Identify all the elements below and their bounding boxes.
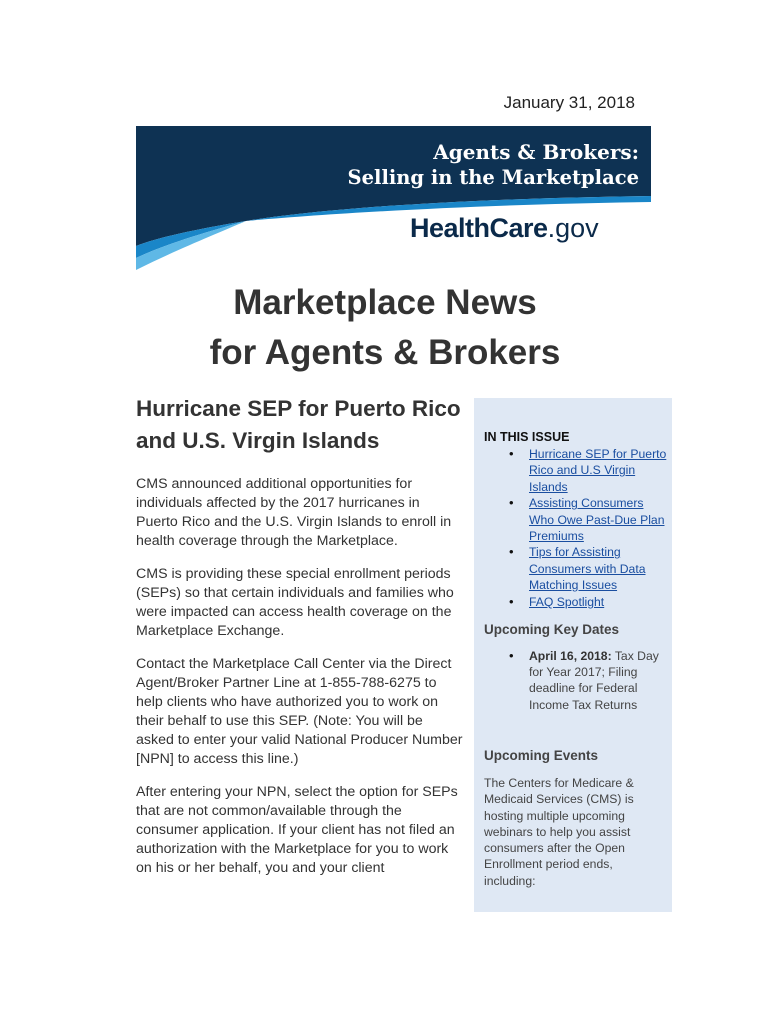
logo-healthcare-text: HealthCare [410,213,548,243]
list-item [484,446,669,495]
link-data-matching[interactable]: Tips for Assisting Consumers with Data Matching Issues [529,545,646,593]
link-faq-spotlight[interactable]: FAQ Spotlight [529,594,605,609]
sidebar-panel [474,398,672,912]
article-paragraph: Contact the Marketplace Call Center via the Direct Agent/Broker Partner Line at 1-855-788-6275 to help clients who have authorized you to work on their behalf to use this SEP. (Note: You will be asked to enter your valid National Producer Number [NPN] to access this line.) [136,656,463,767]
banner-title-line2: Selling in the Marketplace [347,166,639,189]
logo-gov-text: gov [555,213,599,243]
newsletter-banner [136,126,651,270]
article-paragraph: CMS is providing these special enrollment periods (SEPs) so that certain individuals and families who were impacted can access health coverage on the Marketplace Exchange. [136,566,454,639]
key-date-text: Tax Day for Year 2017; Filing deadline for Federal Income Tax Returns [529,649,659,712]
in-this-issue-heading: IN THIS ISSUE [484,430,570,444]
article-paragraph: CMS announced additional opportunities for individuals affected by the 2017 hurricanes in Puerto Rico and the U.S. Virgin Islands to enroll in health coverage through the Marketplace. [136,476,452,549]
banner-title-line1: Agents & Brokers: [433,140,639,164]
events-description: The Centers for Medicare & Medicaid Services (CMS) is hosting multiple upcoming webinars to help you assist consumers after the Open Enrollment period ends, including: [484,776,634,888]
events-heading: Upcoming Events [484,748,599,763]
key-dates-heading: Upcoming Key Dates [484,622,620,637]
article-hurricane-sep [136,393,464,892]
page-title [0,278,770,378]
logo-dot: . [547,213,556,243]
key-dates-list [484,648,669,713]
list-item [484,648,669,713]
issue-date: January 31, 2018 [503,93,635,112]
link-hurricane-sep[interactable]: Hurricane SEP for Puerto Rico and U.S Virgin Islands [529,447,667,494]
article-paragraph: After entering your NPN, select the option for SEPs that are not common/available through the consumer application. If your client has not filed an authorization with the Marketplace for you to work on his or her behalf, you and your client [136,784,458,876]
page-title-line1: Marketplace News [233,283,537,322]
list-item [484,594,669,610]
link-past-due-premiums[interactable]: Assisting Consumers Who Owe Past-Due Plan Premiums [529,496,665,544]
in-this-issue-list [484,446,669,610]
page-title-line2: for Agents & Brokers [209,333,561,372]
list-item [484,495,669,544]
list-item [484,544,669,593]
healthcare-gov-logo [410,213,599,244]
article-heading: Hurricane SEP for Puerto Rico and U.S. Virgin Islands [136,396,461,453]
key-date-label: April 16, 2018: [529,649,612,663]
